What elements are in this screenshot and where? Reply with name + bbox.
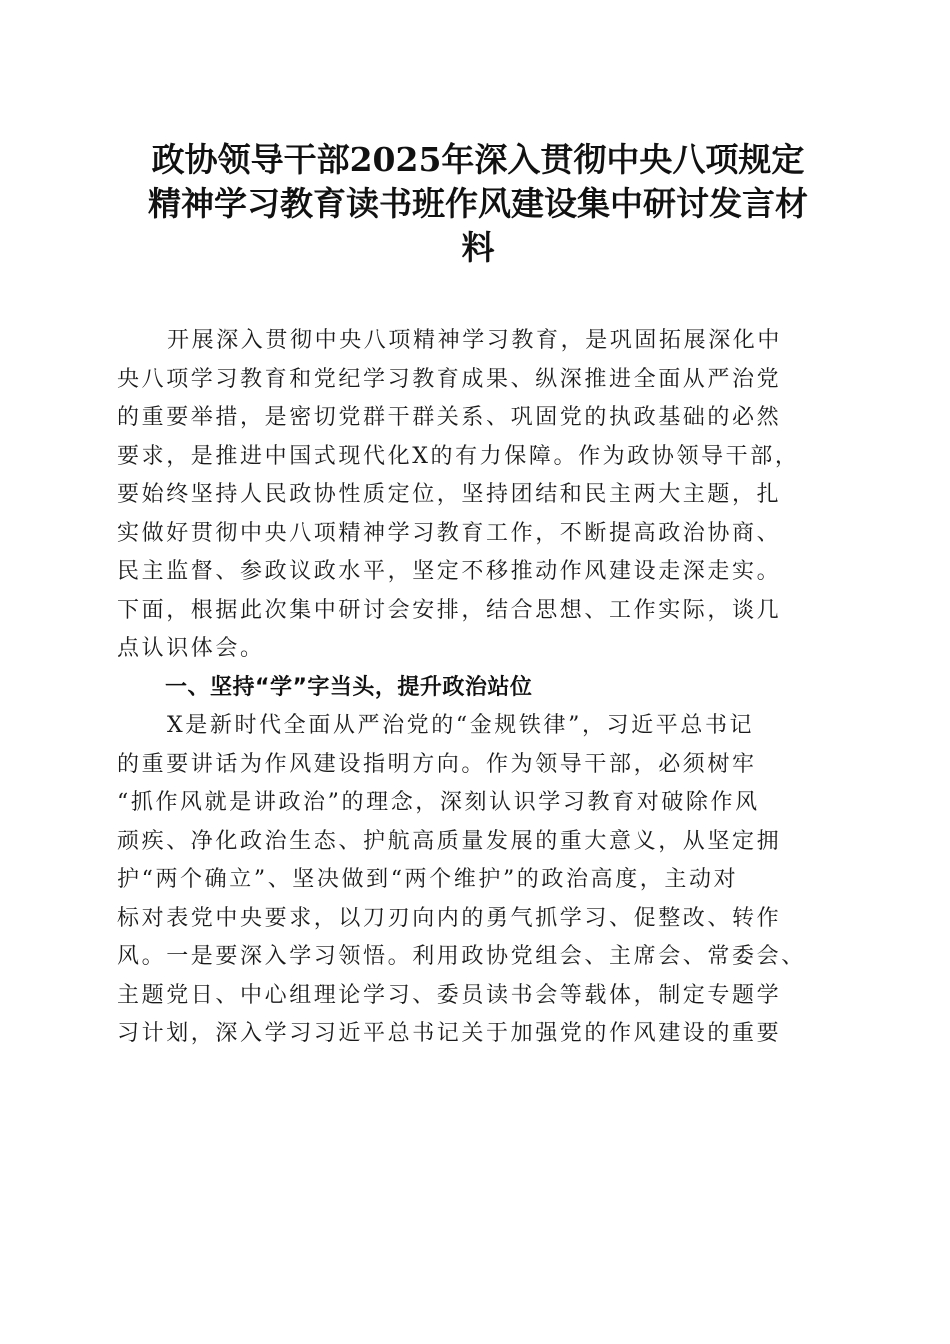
text-line: 的重要讲话为作风建设指明方向。作为领导干部，必须树牢 xyxy=(117,751,757,777)
text-line: 护“两个确立”、坚决做到“两个维护”的政治高度，主动对 xyxy=(117,867,739,892)
text-line: 风。一是要深入学习领悟。利用政协党组会、主席会、常委会、 xyxy=(117,944,806,969)
text-line: 的重要举措，是密切党群干群关系、巩固党的执政基础的必然 xyxy=(117,405,782,430)
text-line: 要求，是推进中国式现代化X的有力保障。作为政协领导干部， xyxy=(117,443,800,469)
text-line: X是新时代全面从严治党的“金规铁律”，习近平总书记 xyxy=(167,713,755,738)
text-line: 下面，根据此次集中研讨会安排，结合思想、工作实际，谈几 xyxy=(117,597,782,623)
paragraph-intro xyxy=(117,322,837,669)
text-line: 标对表党中央要求，以刀刃向内的勇气抓学习、促整改、转作 xyxy=(117,905,782,931)
text-line: 要始终坚持人民政协性质定位，坚持团结和民主两大主题，扎 xyxy=(117,482,782,507)
text-line: 顽疾、净化政治生态、护航高质量发展的重大意义，从坚定拥 xyxy=(117,828,782,854)
title-line: 精神学习教育读书班作风建设集中研讨发言材 xyxy=(148,184,808,223)
text-line: “抓作风就是讲政治”的理念，深刻认识学习教育对破除作风 xyxy=(117,790,760,815)
text-line: 习计划，深入学习习近平总书记关于加强党的作风建设的重要 xyxy=(117,1021,782,1046)
title-line: 政协领导干部2025年深入贯彻中央八项规定 xyxy=(151,140,805,179)
document-title xyxy=(118,138,838,270)
text-line: 央八项学习教育和党纪学习教育成果、纵深推进全面从严治党 xyxy=(117,366,782,392)
text-line: 民主监督、参政议政水平，坚定不移推动作风建设走深走实。 xyxy=(117,559,782,584)
section-heading: 一、坚持“学”字当头，提升政治站位 xyxy=(165,674,533,700)
text-line: 主题党日、中心组理论学习、委员读书会等载体，制定专题学 xyxy=(117,982,782,1008)
text-line: 实做好贯彻中央八项精神学习教育工作，不断提高政治协商、 xyxy=(117,520,782,546)
title-line: 料 xyxy=(461,228,495,267)
document-body xyxy=(117,322,837,1054)
paragraph-section1 xyxy=(117,707,837,1054)
text-line: 开展深入贯彻中央八项精神学习教育，是巩固拓展深化中 xyxy=(167,328,783,353)
text-line: 点认识体会。 xyxy=(117,636,265,661)
